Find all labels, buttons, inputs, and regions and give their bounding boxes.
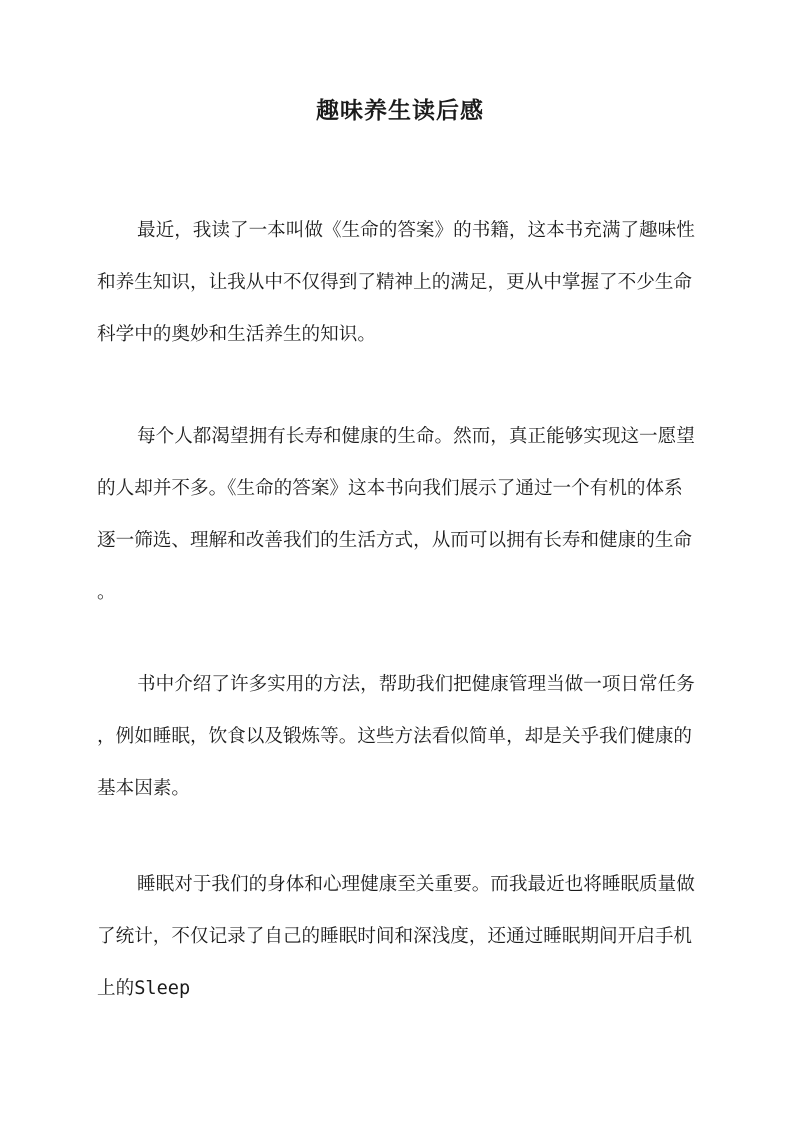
text-line: 最近，我读了一本叫做《生命的答案》的书籍，这本书充满了趣味性: [137, 220, 695, 241]
paragraph-4: [97, 859, 701, 1015]
paragraph-2: [97, 411, 701, 619]
document-title: 趣味养生读后感: [316, 97, 484, 124]
text-line: 科学中的奥妙和生活养生的知识。: [97, 324, 376, 345]
text-fragment: 上的: [97, 978, 135, 999]
text-line: 和养生知识，让我从中不仅得到了精神上的满足，更从中掌握了不少生命: [97, 272, 693, 293]
paragraph-3: [97, 659, 701, 815]
text-line: 书中介绍了许多实用的方法，帮助我们把健康管理当做一项日常任务: [137, 674, 695, 695]
text-line: 的人却并不多。《生命的答案》这本书向我们展示了通过一个有机的体系: [97, 478, 683, 499]
text-line: 每个人都渴望拥有长寿和健康的生命。然而，真正能够实现这一愿望: [137, 426, 695, 447]
text-line: ，例如睡眠，饮食以及锻炼等。这些方法看似简单，却是关乎我们健康的: [97, 726, 693, 747]
text-line-last: [97, 963, 701, 1015]
text-line: 基本因素。: [97, 778, 190, 799]
text-line: 。: [97, 582, 116, 603]
text-line: 睡眠对于我们的身体和心理健康至关重要。而我最近也将睡眠质量做: [137, 874, 695, 895]
text-line: 逐一筛选、理解和改善我们的生活方式，从而可以拥有长寿和健康的生命: [97, 530, 693, 551]
text-line: 了统计，不仅记录了自己的睡眠时间和深浅度，还通过睡眠期间开启手机: [97, 926, 693, 947]
paragraph-1: [97, 205, 701, 361]
english-word: Sleep: [134, 978, 191, 999]
